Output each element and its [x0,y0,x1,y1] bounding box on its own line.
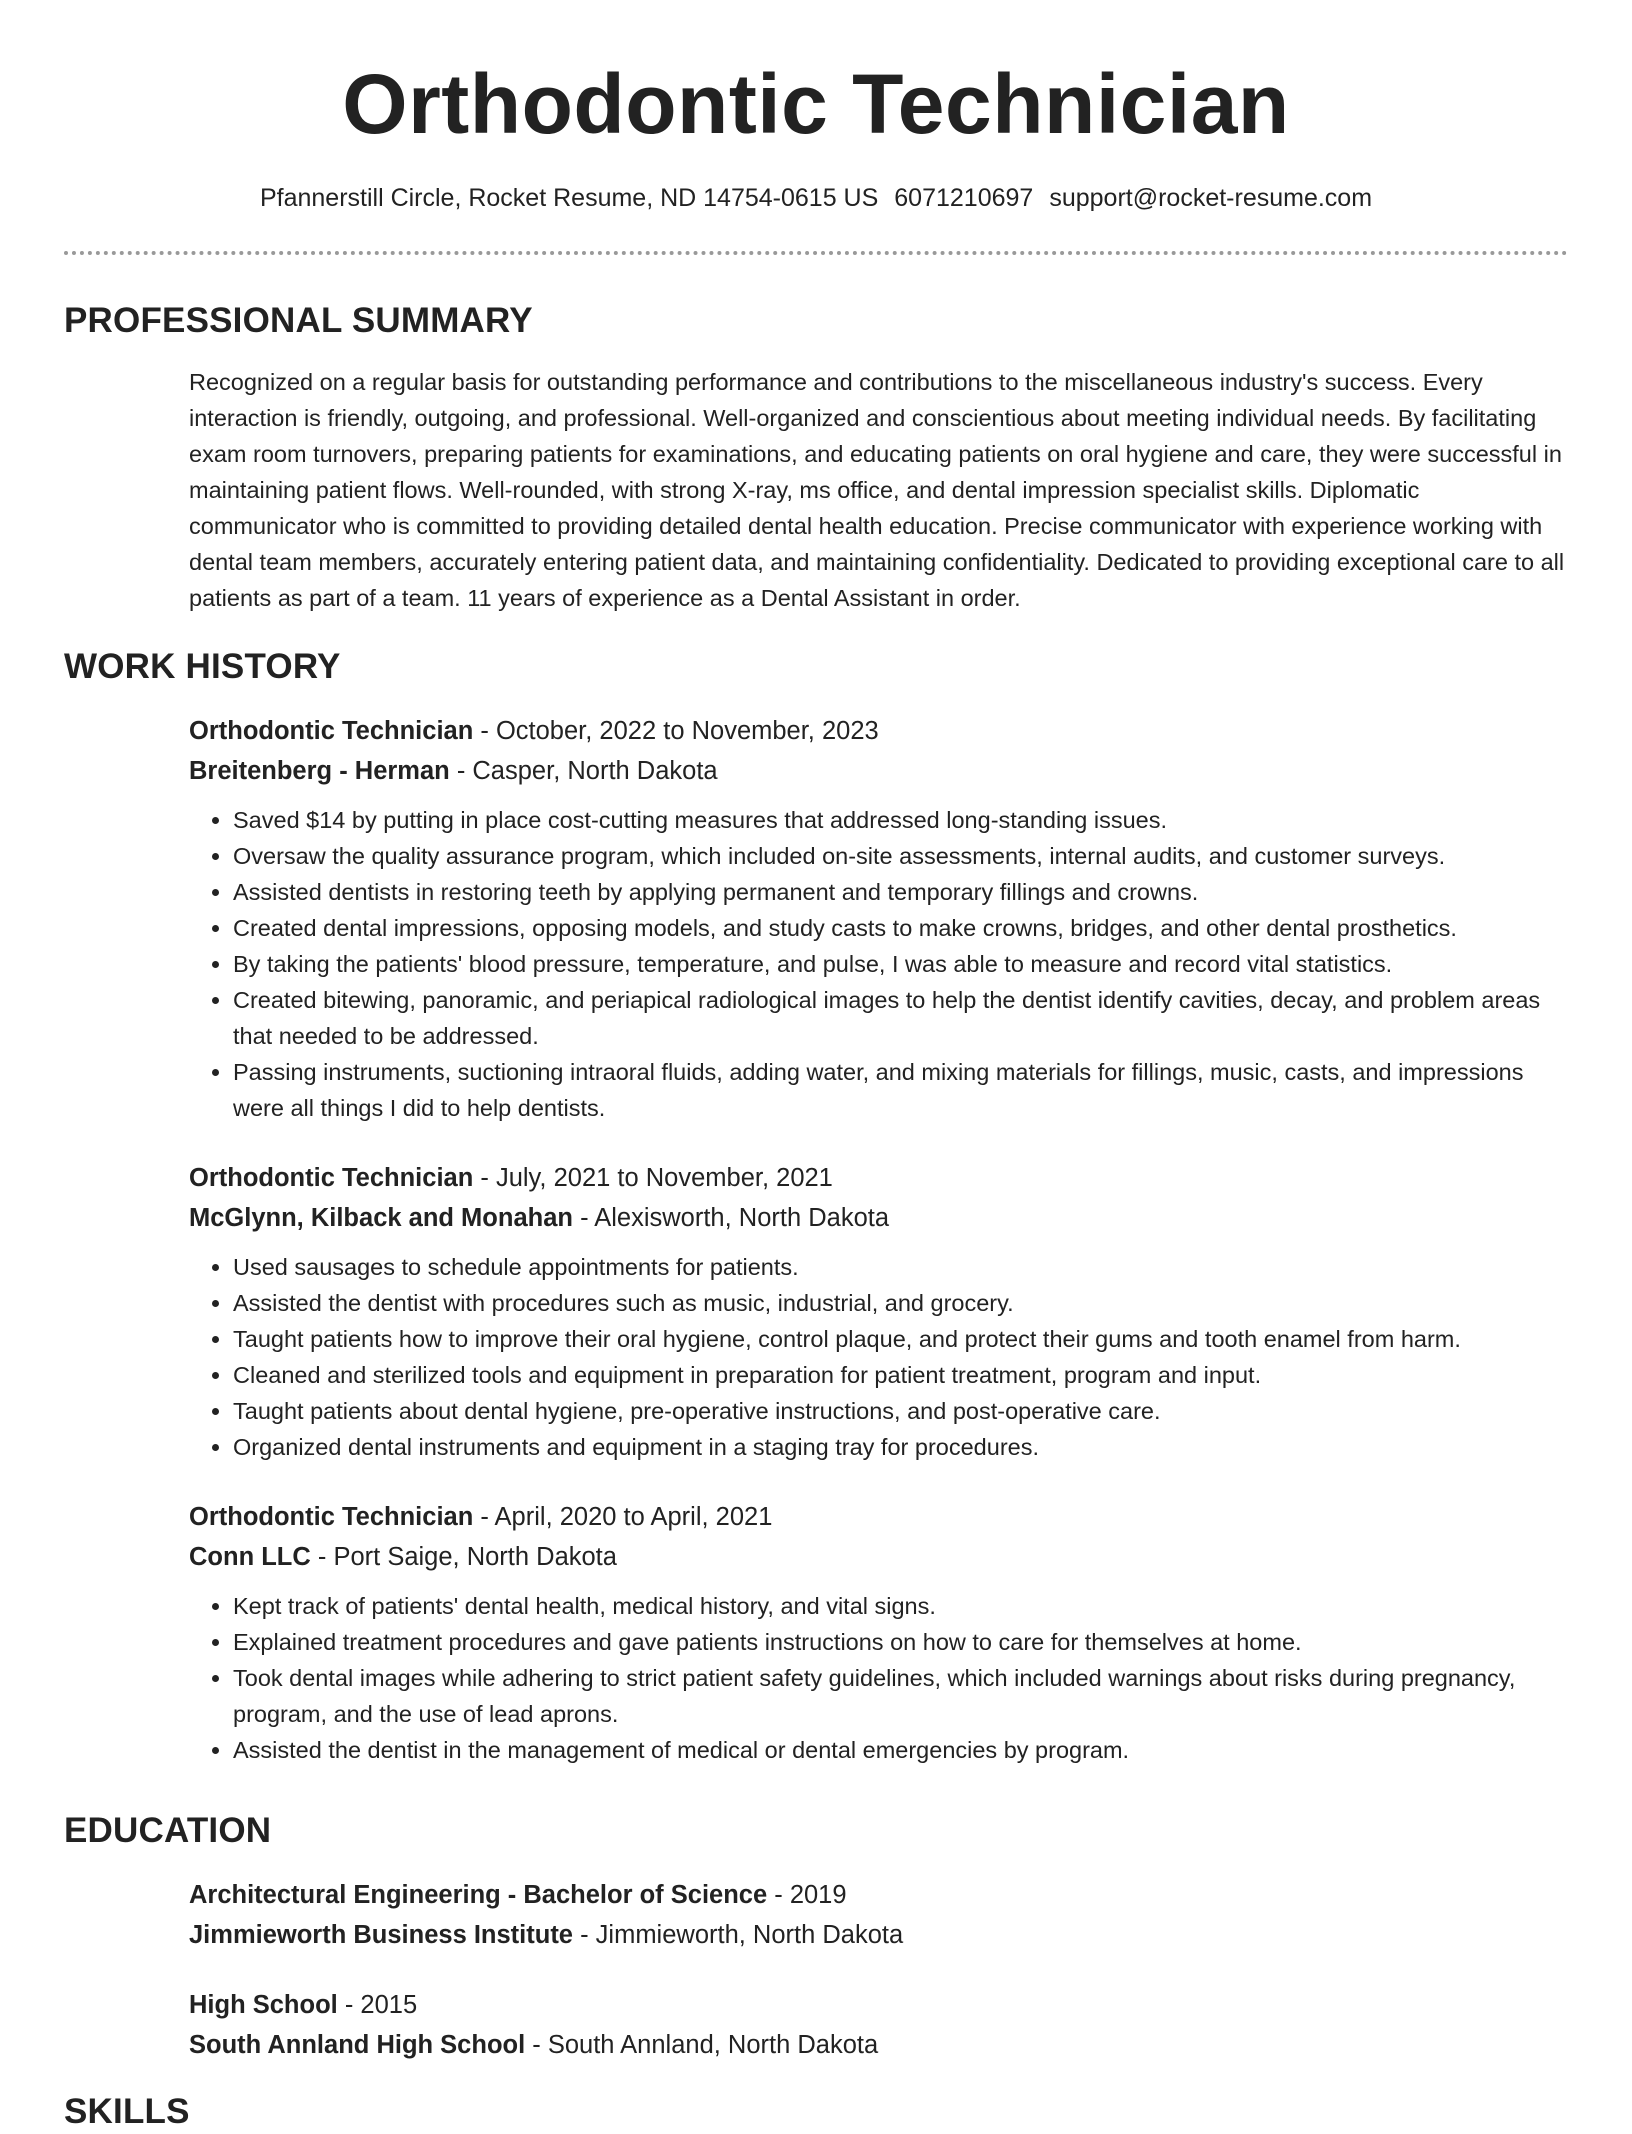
job-location: - Casper, North Dakota [449,757,718,785]
contact-line [0,180,1632,216]
job-bullets [189,1249,1569,1465]
summary-section [189,364,1569,616]
section-title-work-history: WORK HISTORY [64,647,341,686]
education-entry [189,1875,1569,1955]
job-dates: - April, 2020 to April, 2021 [473,1503,773,1531]
education-entry [189,1985,1569,2065]
education-year: - 2015 [337,1991,418,2019]
education-school-line [189,2025,1569,2065]
job-company-line [189,751,1569,791]
education-school: South Annland High School [189,2031,526,2059]
job-company-line [189,1198,1569,1238]
section-title-skills: SKILLS [64,2092,190,2131]
header-divider [64,251,1568,255]
education-degree-line [189,1875,1569,1915]
job-bullet: • Kept track of patients' dental health, medical history, and vital signs. [233,1588,1569,1624]
education-school-line [189,1915,1569,1955]
education-school: Jimmieworth Business Institute [189,1921,573,1949]
summary-text: Recognized on a regular basis for outstanding performance and contributions to the miscellaneous industry's success. Every interaction is friendly, outgoing, and professional. Well-organized and conscientious about meeting individual needs. By facilitating exam room turnovers, preparing patients for examinations, and educating patients on oral hygiene and care, they were successful in maintaining patient flows. Well-rounded, with strong X-ray, ms office, and dental impression specialist skills. Diplomatic communicator who is committed to providing detailed dental health education. Precise communicator with experience working with dental team members, accurately entering patient data, and maintaining confidentiality. Dedicated to providing exceptional care to all patients as part of a team. 11 years of experience as a Dental Assistant in order. [189,369,1565,611]
education-location: - South Annland, North Dakota [525,2031,879,2059]
section-title-summary: PROFESSIONAL SUMMARY [64,301,533,340]
job-bullet: • Taught patients about dental hygiene, pre-operative instructions, and post-operative care. [233,1393,1569,1429]
contact-phone: 6071210697 [894,184,1034,212]
job-dates: - October, 2022 to November, 2023 [473,717,879,745]
job-bullet: • Explained treatment procedures and gave patients instructions on how to care for themselves at home. [233,1624,1569,1660]
job-bullets [189,1588,1569,1768]
job-company: Conn LLC [189,1543,311,1571]
contact-address: Pfannerstill Circle, Rocket Resume, ND 14754-0615 US [259,184,879,212]
education-degree: Architectural Engineering - Bachelor of Science [189,1881,768,1909]
job-bullet: • Oversaw the quality assurance program, which included on-site assessments, internal audits, and customer surveys. [233,838,1569,874]
job-location: - Alexisworth, North Dakota [572,1204,890,1232]
job-bullet: • Assisted dentists in restoring teeth by applying permanent and temporary fillings and crowns. [233,874,1569,910]
job-entry [189,1158,1569,1465]
job-company-line [189,1537,1569,1577]
job-bullet: • Organized dental instruments and equipment in a staging tray for procedures. [233,1429,1569,1465]
job-role: Orthodontic Technician [189,1503,474,1531]
job-bullet: • By taking the patients' blood pressure, temperature, and pulse, I was able to measure and record vital statistics. [233,946,1569,982]
job-entry [189,1497,1569,1768]
job-title-line [189,1497,1569,1537]
job-bullet: • Saved $14 by putting in place cost-cutting measures that addressed long-standing issues. [233,802,1569,838]
job-bullet: • Cleaned and sterilized tools and equipment in preparation for patient treatment, program and input. [233,1357,1569,1393]
job-title-line [189,1158,1569,1198]
job-bullet: • Assisted the dentist with procedures such as music, industrial, and grocery. [233,1285,1569,1321]
job-bullet: • Used sausages to schedule appointments for patients. [233,1249,1569,1285]
education-location: - Jimmieworth, North Dakota [573,1921,904,1949]
job-company: Breitenberg - Herman [189,757,450,785]
education-degree-line [189,1985,1569,2025]
work-history-section [189,711,1569,1800]
job-title-line [189,711,1569,751]
education-section [189,1875,1569,2095]
job-bullet: • Took dental images while adhering to strict patient safety guidelines, which included warnings about risks during pregnancy, program, and the use of lead aprons. [233,1660,1569,1732]
section-title-education: EDUCATION [64,1811,272,1850]
job-bullet: • Created bitewing, panoramic, and periapical radiological images to help the dentist identify cavities, decay, and problem areas that needed to be addressed. [233,982,1569,1054]
candidate-name: Orthodontic Technician [342,57,1290,151]
job-bullet: • Created dental impressions, opposing models, and study casts to make crowns, bridges, and other dental prosthetics. [233,910,1569,946]
job-dates: - July, 2021 to November, 2021 [473,1164,833,1192]
job-location: - Port Saige, North Dakota [310,1543,617,1571]
job-company: McGlynn, Kilback and Monahan [189,1204,573,1232]
job-entry [189,711,1569,1126]
job-bullet: • Taught patients how to improve their oral hygiene, control plaque, and protect their gums and tooth enamel from harm. [233,1321,1569,1357]
job-bullets [189,802,1569,1126]
job-bullet: • Passing instruments, suctioning intraoral fluids, adding water, and mixing materials for fillings, music, casts, and impressions were all things I did to help dentists. [233,1054,1569,1126]
contact-email: support@rocket-resume.com [1049,184,1373,212]
job-role: Orthodontic Technician [189,717,474,745]
job-role: Orthodontic Technician [189,1164,474,1192]
job-bullet: • Assisted the dentist in the management of medical or dental emergencies by program. [233,1732,1569,1768]
education-year: - 2019 [767,1881,847,1909]
education-degree: High School [189,1991,338,2019]
